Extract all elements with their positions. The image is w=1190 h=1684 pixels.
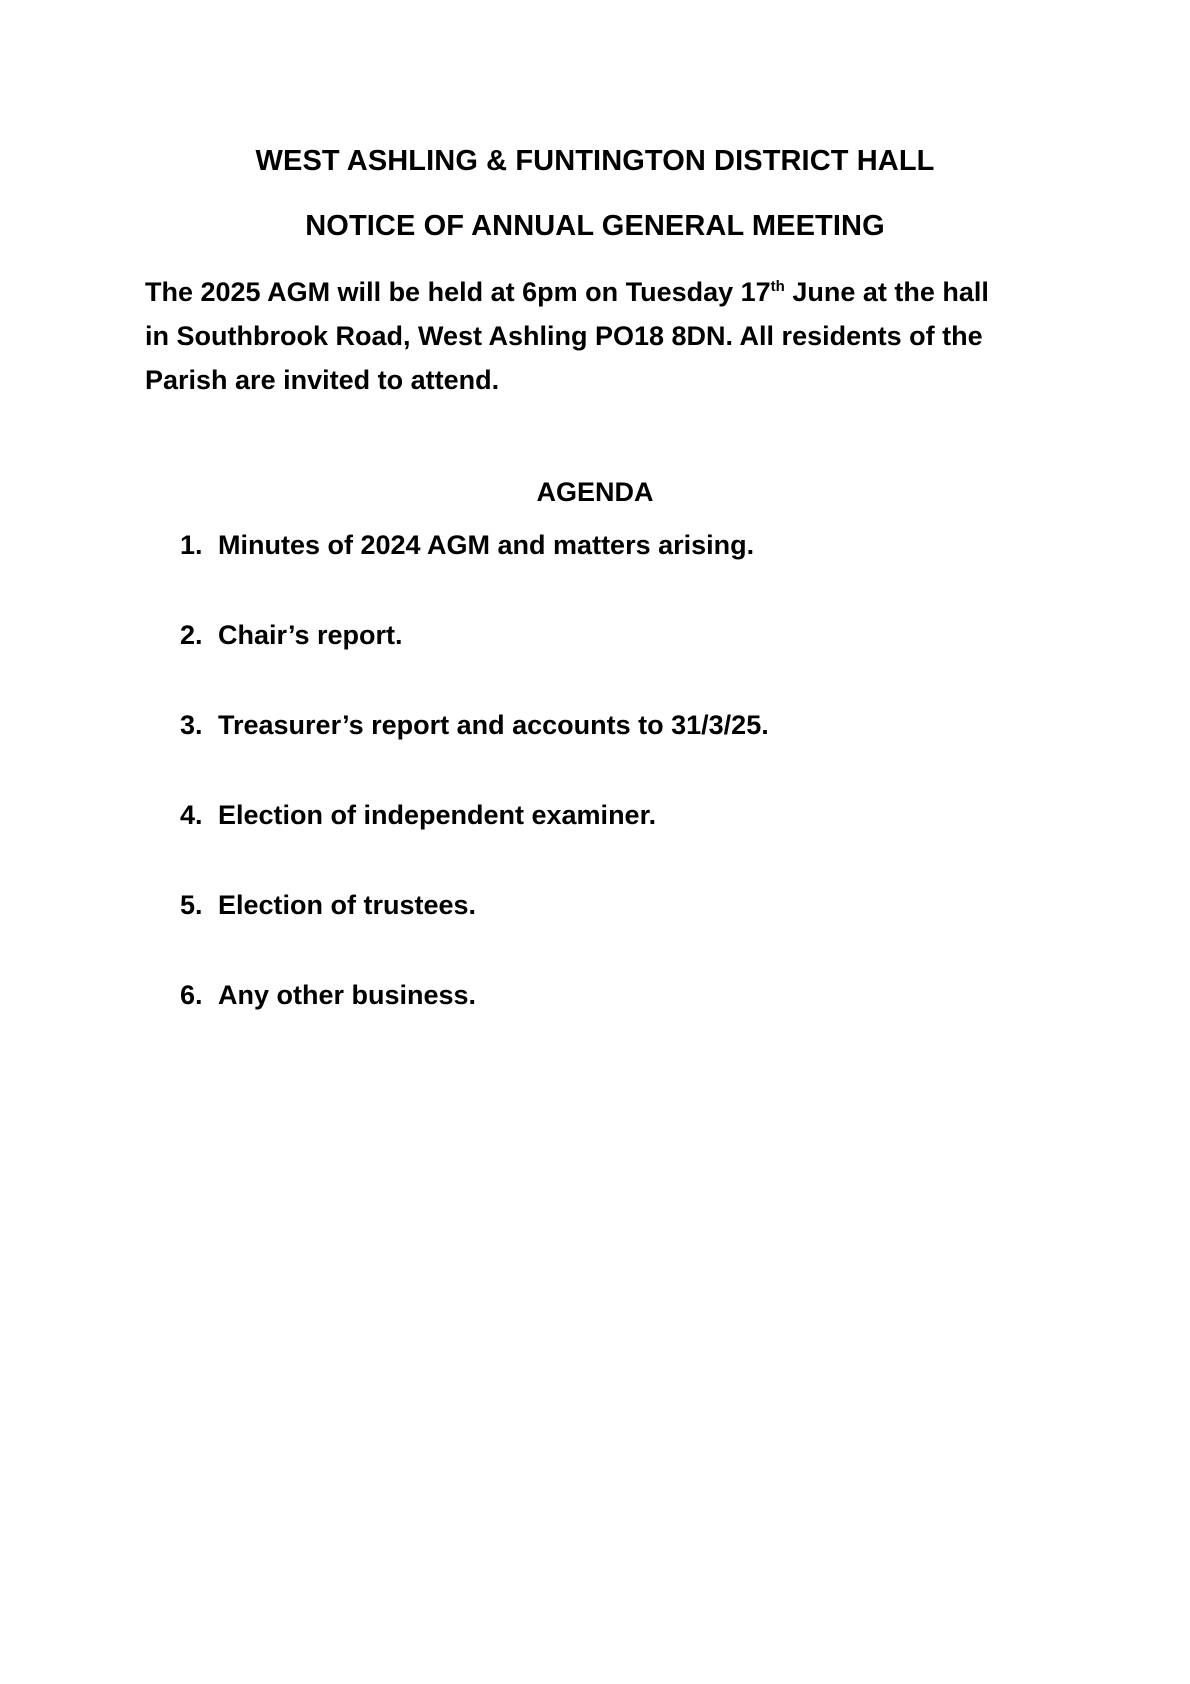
agenda-item <box>180 890 769 980</box>
agenda-heading: AGENDA <box>536 477 654 507</box>
agenda-item-number: 1. <box>180 530 203 560</box>
agenda-item-number: 4. <box>180 800 203 830</box>
intro-line-1 <box>145 270 1065 314</box>
ordinal-suffix: th <box>770 278 785 295</box>
agenda-item-text: Any other business. <box>218 980 477 1010</box>
document-title: WEST ASHLING & FUNTINGTON DISTRICT HALL <box>255 145 935 177</box>
agenda-item-text: Minutes of 2024 AGM and matters arising. <box>218 530 755 560</box>
intro-line-3: Parish are invited to attend. <box>145 365 500 395</box>
agenda-item-text: Chair’s report. <box>218 620 403 650</box>
agenda-item-text: Election of trustees. <box>218 890 477 920</box>
agenda-item-number: 3. <box>180 710 203 740</box>
agenda-item <box>180 710 769 800</box>
agenda-item <box>180 980 769 1070</box>
notice-title: NOTICE OF ANNUAL GENERAL MEETING <box>305 210 885 242</box>
agenda-item-number: 6. <box>180 980 203 1010</box>
intro-line-1-text: The 2025 AGM will be held at 6pm on Tuesday 17 <box>145 277 771 307</box>
meeting-intro-paragraph <box>145 270 1065 402</box>
agenda-item-text: Election of independent examiner. <box>218 800 657 830</box>
agenda-item-number: 2. <box>180 620 203 650</box>
agenda-item-text: Treasurer’s report and accounts to 31/3/25. <box>218 710 769 740</box>
intro-line-1-tail: June at the hall <box>784 277 989 307</box>
agenda-item <box>180 800 769 890</box>
agenda-item <box>180 530 769 620</box>
agenda-item <box>180 620 769 710</box>
agenda-item-number: 5. <box>180 890 203 920</box>
intro-line-2: in Southbrook Road, West Ashling PO18 8DN. All residents of the <box>145 321 983 351</box>
agenda-list <box>180 530 769 1070</box>
